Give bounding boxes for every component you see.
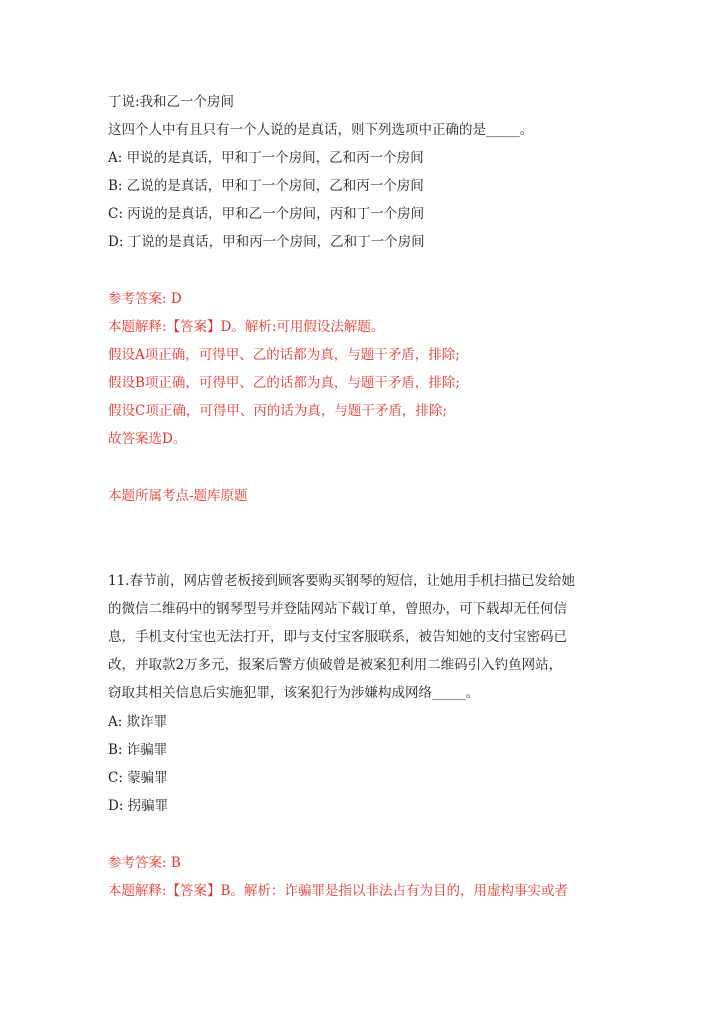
q10-option-a: A: 甲说的是真话，甲和丁一个房间，乙和丙一个房间 xyxy=(108,150,424,166)
q11-question-line: 改，并取款2万多元，报案后警方侦破曾是被案犯利用二维码引入钓鱼网站， xyxy=(108,657,563,673)
q11-option-d: D: 拐骗罪 xyxy=(108,798,169,814)
q10-explanation-line: 故答案选D。 xyxy=(108,431,187,447)
q11-question-line: 息，手机支付宝也无法打开，即与支付宝客服联系，被告知她的支付宝密码已 xyxy=(108,629,567,645)
q11-question-line: 窃取其相关信息后实施犯罪，该案犯行为涉嫌构成网络_____。 xyxy=(108,685,480,701)
q10-statement: 丁说:我和乙一个房间 xyxy=(108,94,235,110)
q10-explanation-line: 假设B项正确，可得甲、乙的话都为真，与题干矛盾，排除; xyxy=(108,375,460,391)
q11-answer: 参考答案: B xyxy=(108,855,181,871)
q11-question-line: 的微信二维码中的钢琴型号并登陆网站下载订单，曾照办，可下载却无任何信 xyxy=(108,601,567,617)
q10-explanation-line: 假设C项正确，可得甲、丙的话为真，与题干矛盾，排除; xyxy=(108,403,447,419)
q10-option-d: D: 丁说的是真话，甲和丙一个房间，乙和丁一个房间 xyxy=(108,234,425,250)
q10-option-b: B: 乙说的是真话，甲和丁一个房间，乙和丙一个房间 xyxy=(108,178,424,194)
q10-explanation-line: 假设A项正确，可得甲、乙的话都为真，与题干矛盾，排除; xyxy=(108,347,460,363)
q11-option-a: A: 欺诈罪 xyxy=(108,714,168,730)
q11-question-line: 11.春节前，网店曾老板接到顾客要购买钢琴的短信，让她用手机扫描已发给她 xyxy=(108,573,575,589)
q10-explanation-line: 本题解释:【答案】D。解析:可用假设法解题。 xyxy=(108,319,385,335)
q10-source-topic: 本题所属考点-题库原题 xyxy=(108,488,248,504)
q10-answer: 参考答案: D xyxy=(108,291,182,307)
q11-option-c: C: 蒙骗罪 xyxy=(108,770,168,786)
q11-explanation-line: 本题解释:【答案】B。解析：诈骗罪是指以非法占有为目的，用虚构事实或者 xyxy=(108,883,568,899)
q11-option-b: B: 诈骗罪 xyxy=(108,742,168,758)
q10-option-c: C: 丙说的是真话，甲和乙一个房间，丙和丁一个房间 xyxy=(108,206,425,222)
q10-question: 这四个人中有且只有一个人说的是真话，则下列选项中正确的是_____。 xyxy=(108,122,534,138)
